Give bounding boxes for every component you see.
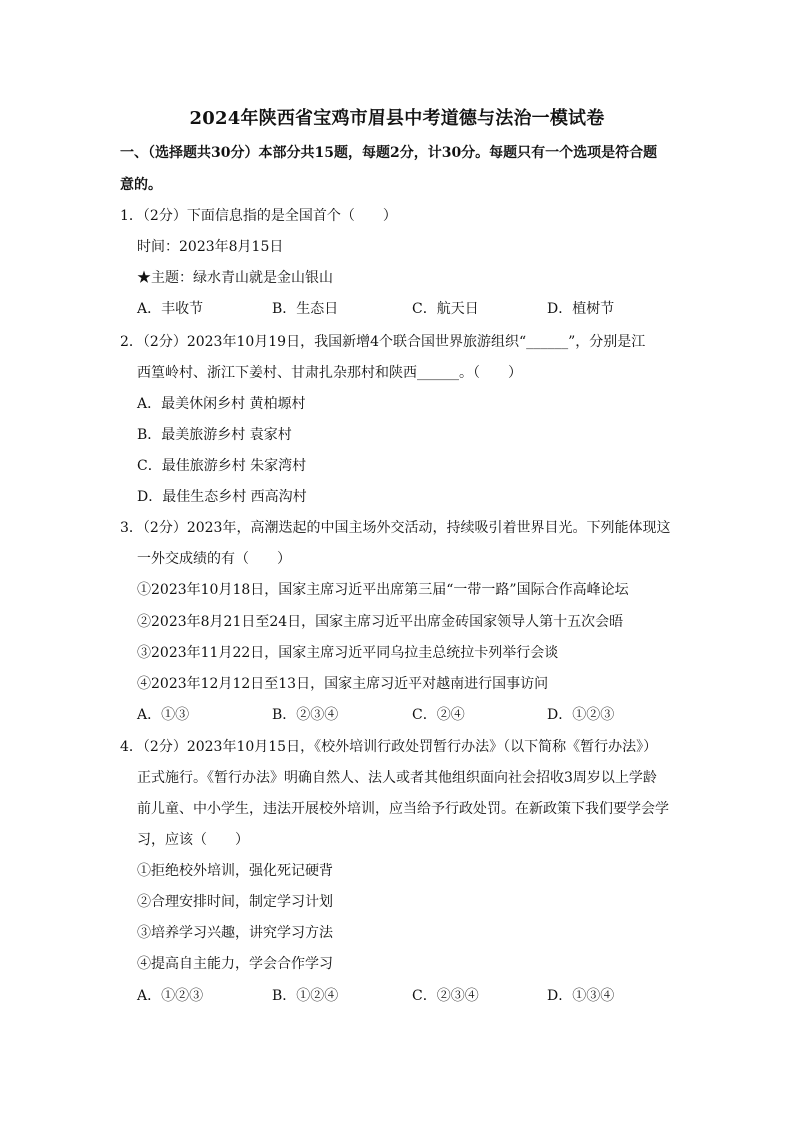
q4-item-1: ①拒绝校外培训，强化死记硬背	[137, 863, 333, 879]
q2-option-b[interactable]: B．最美旅游乡村 袁家村	[137, 427, 292, 443]
q3-item-2: ②2023年8月21日至24日，国家主席习近平出席金砖国家领导人第十五次会晤	[137, 614, 624, 630]
q4-stem-line-3: 前儿童、中小学生，违法开展校外培训，应当给予行政处罚。在新政策下我们要学会学	[137, 801, 669, 817]
q3-item-4: ④2023年12月12日至13日，国家主席习近平对越南进行国事访问	[137, 676, 549, 692]
q4-stem-line-1: 4．（2分）2023年10月15日，《校外培训行政处罚暂行办法》（以下简称《暂行办法》）	[120, 739, 658, 755]
q4-item-4: ④提高自主能力，学会合作学习	[137, 956, 333, 972]
q1-info-theme: ★主题：绿水青山就是金山银山	[137, 270, 333, 286]
section-heading-line-1: 一、（选择题共30分）本部分共15题，每题2分，计30分。每题只有一个选项是符合题	[120, 145, 658, 161]
q3-option-a[interactable]: A．①③	[137, 707, 190, 723]
q2-stem-line-1: 2．（2分）2023年10月19日，我国新增4个联合国世界旅游组织“______”，分别是江	[120, 334, 646, 350]
section-heading-line-2: 意的。	[120, 177, 162, 193]
q1-option-d[interactable]: D．植树节	[547, 301, 615, 317]
q2-option-d[interactable]: D．最佳生态乡村 西高沟村	[137, 489, 307, 505]
q4-option-c[interactable]: C．②③④	[412, 988, 479, 1004]
q3-option-b[interactable]: B．②③④	[272, 707, 339, 723]
q1-stem: 1．（2分）下面信息指的是全国首个（ ）	[120, 208, 397, 224]
q4-option-d[interactable]: D．①③④	[547, 988, 615, 1004]
q3-item-3: ③2023年11月22日，国家主席习近平同乌拉圭总统拉卡列举行会谈	[137, 645, 559, 661]
q2-stem-line-2: 西篁岭村、浙江下姜村、甘肃扎杂那村和陕西______。（ ）	[137, 365, 522, 381]
q2-option-c[interactable]: C．最佳旅游乡村 朱家湾村	[137, 458, 307, 474]
q1-info-time: 时间：2023年8月15日	[137, 239, 284, 255]
q4-stem-line-2: 正式施行。《暂行办法》明确自然人、法人或者其他组织面向社会招收3周岁以上学龄	[137, 770, 657, 786]
q1-option-c[interactable]: C．航天日	[412, 301, 479, 317]
q1-option-b[interactable]: B．生态日	[272, 301, 339, 317]
q4-item-2: ②合理安排时间，制定学习计划	[137, 894, 333, 910]
q2-option-a[interactable]: A．最美休闲乡村 黄柏塬村	[137, 396, 306, 412]
q3-item-1: ①2023年10月18日，国家主席习近平出席第三届“一带一路”国际合作高峰论坛	[137, 582, 629, 598]
q3-stem-line-2: 一外交成绩的有（ ）	[137, 551, 291, 567]
q4-stem-line-4: 习，应该（ ）	[137, 832, 249, 848]
q3-option-c[interactable]: C．②④	[412, 707, 465, 723]
q3-option-d[interactable]: D．①②③	[547, 707, 615, 723]
q3-stem-line-1: 3．（2分）2023年，高潮迭起的中国主场外交活动，持续吸引着世界目光。下列能体现这	[120, 520, 671, 536]
q1-option-a[interactable]: A．丰收节	[137, 301, 204, 317]
q4-item-3: ③培养学习兴趣，讲究学习方法	[137, 925, 333, 941]
q4-option-a[interactable]: A．①②③	[137, 988, 204, 1004]
exam-title: 2024年陕西省宝鸡市眉县中考道德与法治一模试卷	[189, 108, 605, 129]
q4-option-b[interactable]: B．①②④	[272, 988, 339, 1004]
